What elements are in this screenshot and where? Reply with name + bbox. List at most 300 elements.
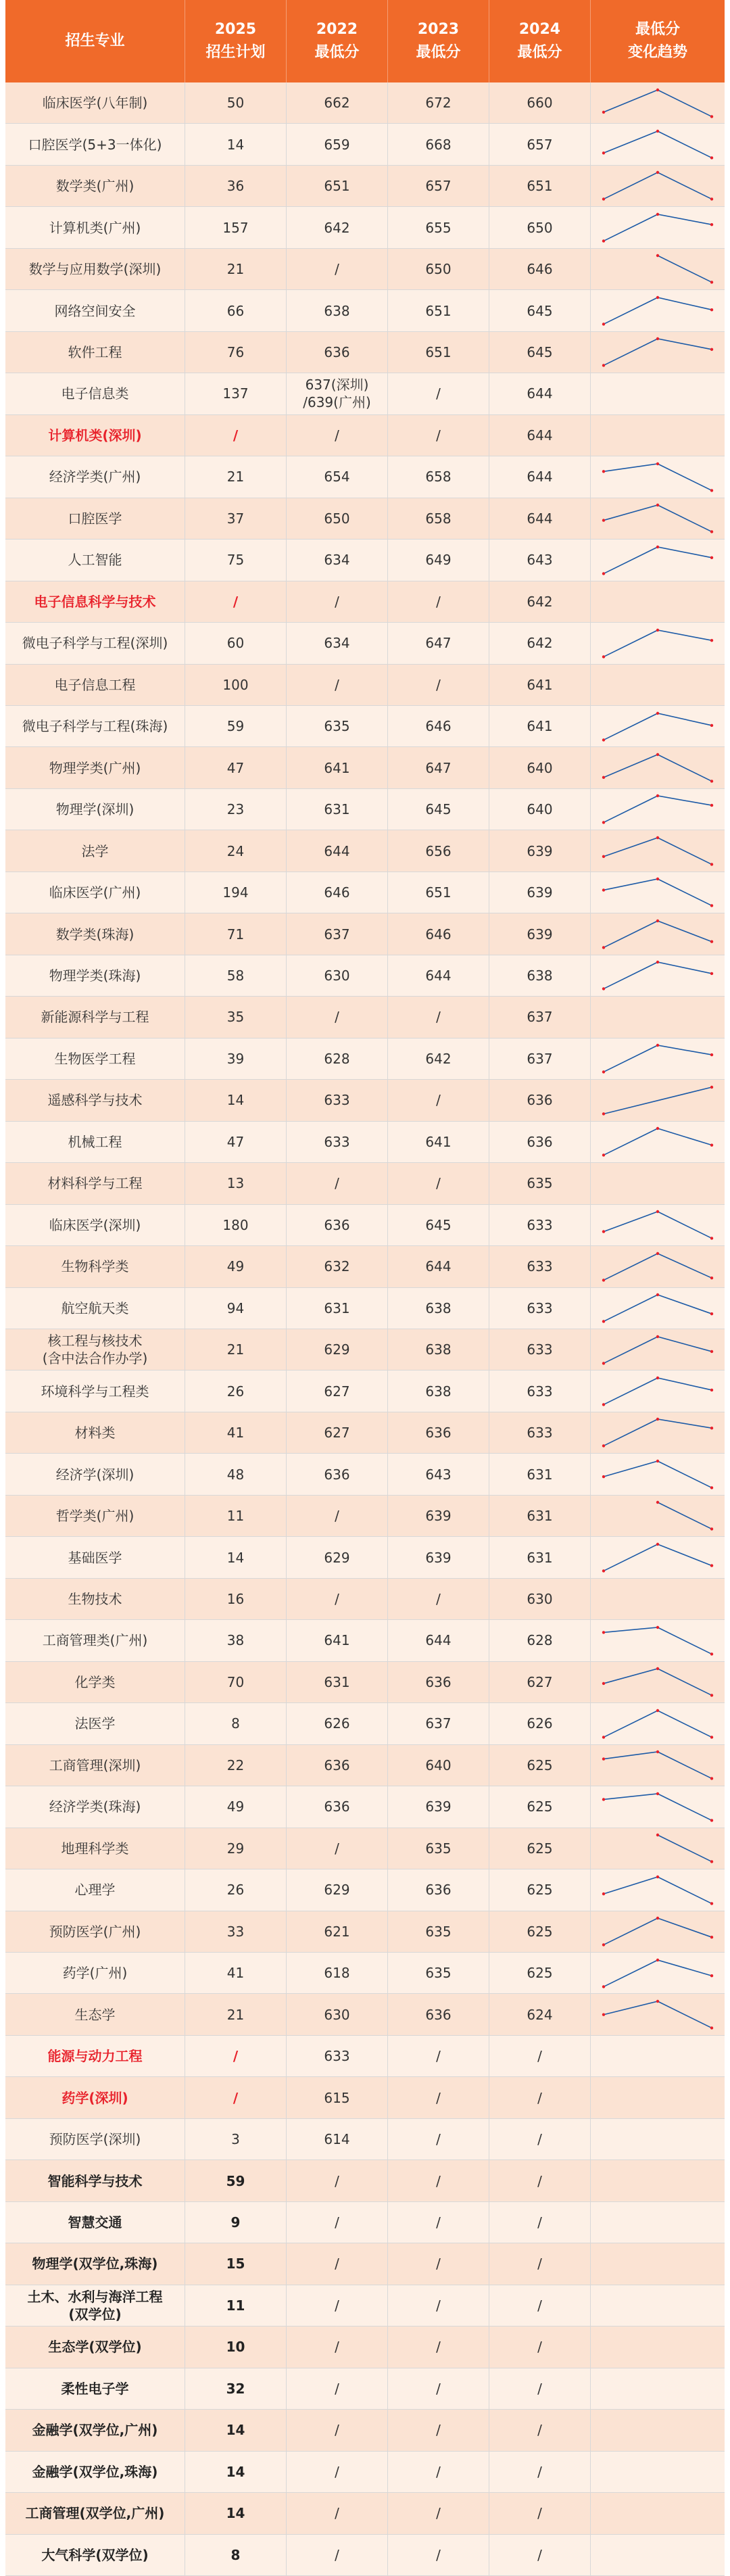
score-2022-cell: 631: [287, 789, 388, 830]
trend-cell: [591, 789, 725, 830]
table-row: [5, 1163, 725, 1204]
trend-cell: [591, 623, 725, 664]
trend-sparkline: [600, 1333, 715, 1366]
header-2024-label: 最低分: [517, 44, 562, 61]
trend-sparkline: [600, 502, 715, 535]
score-2023-cell: 642: [388, 1039, 489, 1080]
trend-cell: [591, 872, 725, 913]
table-row: [5, 1496, 725, 1537]
score-2022-cell: 630: [287, 955, 388, 997]
score-2022-cell: 636: [287, 332, 388, 373]
plan-cell: 23: [185, 789, 287, 830]
score-2024-cell: 625: [489, 1828, 591, 1869]
trend-sparkline: [600, 1084, 715, 1117]
trend-cell: [591, 1662, 725, 1703]
trend-point: [656, 753, 659, 756]
trend-cell: [591, 2327, 725, 2368]
trend-point: [710, 723, 713, 726]
trend-point: [710, 308, 713, 311]
trend-point: [656, 2000, 659, 2003]
score-2022-cell: 627: [287, 1412, 388, 1454]
major-cell: 经济学(深圳): [5, 1454, 185, 1495]
trend-point: [710, 489, 713, 492]
trend-point: [710, 1936, 713, 1938]
trend-point: [602, 776, 605, 779]
trend-cell: [591, 2202, 725, 2243]
trend-point: [656, 1834, 659, 1836]
plan-cell: 29: [185, 1828, 287, 1869]
major-cell: 经济学类(广州): [5, 456, 185, 498]
score-2024-cell: 633: [489, 1370, 591, 1412]
trend-point: [710, 1427, 713, 1429]
score-2023-cell: 644: [388, 1620, 489, 1661]
trend-point: [710, 905, 713, 907]
trend-point: [710, 1736, 713, 1738]
trend-cell: [591, 706, 725, 747]
trend-point: [602, 1682, 605, 1685]
trend-cell: [591, 1163, 725, 1204]
table-row: [5, 665, 725, 706]
score-2023-cell: 645: [388, 789, 489, 830]
score-2023-cell: 636: [388, 1869, 489, 1911]
trend-sparkline: [600, 959, 715, 992]
plan-cell: 38: [185, 1620, 287, 1661]
trend-point: [710, 1974, 713, 1977]
score-2022-cell: 614: [287, 2119, 388, 2160]
score-2022-cell: 629: [287, 1537, 388, 1578]
trend-point: [602, 364, 605, 367]
trend-sparkline: [600, 1998, 715, 2031]
score-2024-cell: 624: [489, 1994, 591, 2035]
score-2024-cell: 631: [489, 1454, 591, 1495]
trend-line: [604, 1752, 712, 1778]
trend-point: [602, 889, 605, 892]
plan-cell: 21: [185, 456, 287, 498]
trend-cell: [591, 249, 725, 290]
plan-cell: 41: [185, 1412, 287, 1454]
score-2023-cell: /: [388, 665, 489, 706]
header-trend-line1: 最低分: [635, 21, 680, 38]
trend-cell: [591, 1080, 725, 1121]
score-2022-cell: 626: [287, 1703, 388, 1744]
table-row: [5, 1537, 725, 1578]
score-2022-cell: /: [287, 2243, 388, 2285]
trend-line: [604, 1627, 712, 1654]
trend-point: [710, 972, 713, 975]
table-row: [5, 249, 725, 290]
score-2023-cell: 647: [388, 747, 489, 788]
trend-point: [656, 794, 659, 797]
trend-point: [656, 1460, 659, 1462]
score-2024-cell: 637: [489, 1039, 591, 1080]
plan-cell: 58: [185, 955, 287, 997]
plan-cell: 16: [185, 1579, 287, 1620]
trend-sparkline: [600, 834, 715, 867]
trend-point: [656, 171, 659, 174]
plan-cell: 24: [185, 830, 287, 872]
score-2022-cell: 621: [287, 1911, 388, 1953]
score-2023-cell: 640: [388, 1745, 489, 1786]
major-cell: 临床医学(八年制): [5, 82, 185, 124]
score-2022-cell: 637(深圳) /639(广州): [287, 373, 388, 414]
trend-cell: [591, 2119, 725, 2160]
plan-cell: 71: [185, 913, 287, 955]
table-row: [5, 124, 725, 165]
trend-point: [710, 804, 713, 807]
score-2023-cell: 658: [388, 456, 489, 498]
score-2023-cell: /: [388, 2493, 489, 2534]
plan-cell: 22: [185, 1745, 287, 1786]
trend-point: [602, 988, 605, 991]
score-2022-cell: 615: [287, 2077, 388, 2118]
trend-point: [710, 2026, 713, 2029]
trend-point: [710, 1312, 713, 1315]
major-cell: 生态学: [5, 1994, 185, 2035]
trend-point: [656, 878, 659, 880]
trend-point: [710, 1564, 713, 1567]
trend-point: [602, 1320, 605, 1322]
trend-cell: [591, 1496, 725, 1537]
trend-sparkline: [600, 1458, 715, 1491]
table-row: [5, 2160, 725, 2201]
trend-cell: [591, 2493, 725, 2534]
score-2023-cell: 651: [388, 332, 489, 373]
trend-cell: [591, 2410, 725, 2451]
major-cell: 生物医学工程: [5, 1039, 185, 1080]
trend-line: [604, 1669, 712, 1695]
score-2024-cell: 660: [489, 82, 591, 124]
trend-point: [710, 1277, 713, 1279]
trend-point: [710, 1085, 713, 1088]
score-2022-cell: 629: [287, 1329, 388, 1370]
major-cell: 生物技术: [5, 1579, 185, 1620]
score-2024-cell: 630: [489, 1579, 591, 1620]
score-2023-cell: 650: [388, 249, 489, 290]
trend-line: [604, 1419, 712, 1446]
trend-cell: [591, 1454, 725, 1495]
trend-point: [710, 1902, 713, 1905]
score-2022-cell: /: [287, 249, 388, 290]
trend-point: [602, 323, 605, 325]
trend-cell: [591, 1786, 725, 1828]
trend-line: [604, 630, 712, 657]
table-row: [5, 1329, 725, 1370]
trend-point: [602, 1631, 605, 1633]
plan-cell: 39: [185, 1039, 287, 1080]
trend-sparkline: [600, 1957, 715, 1990]
score-2022-cell: 644: [287, 830, 388, 872]
trend-cell: [591, 1828, 725, 1869]
score-2024-cell: 645: [489, 290, 591, 331]
score-2023-cell: /: [388, 2410, 489, 2451]
score-2024-cell: /: [489, 2077, 591, 2118]
score-2022-cell: 630: [287, 1994, 388, 2035]
plan-cell: 194: [185, 872, 287, 913]
score-2024-cell: 644: [489, 373, 591, 414]
table-row: [5, 2368, 725, 2410]
plan-cell: 47: [185, 1122, 287, 1163]
score-2022-cell: 659: [287, 124, 388, 165]
score-2024-cell: 633: [489, 1288, 591, 1329]
table-row: [5, 207, 725, 248]
trend-cell: [591, 166, 725, 207]
trend-line: [604, 1378, 712, 1404]
table-row: [5, 1953, 725, 1994]
table-row: [5, 540, 725, 581]
trend-cell: [591, 456, 725, 498]
score-2022-cell: 633: [287, 1122, 388, 1163]
major-cell: 法医学: [5, 1703, 185, 1744]
trend-sparkline: [600, 792, 715, 826]
score-2023-cell: /: [388, 373, 489, 414]
major-cell: 数学类(广州): [5, 166, 185, 207]
trend-cell: [591, 1039, 725, 1080]
plan-cell: 8: [185, 2535, 287, 2576]
trend-cell: [591, 1994, 725, 2035]
table-row: [5, 581, 725, 623]
trend-cell: [591, 830, 725, 872]
trend-sparkline: [600, 252, 715, 285]
trend-cell: [591, 1370, 725, 1412]
major-cell: 柔性电子学: [5, 2368, 185, 2410]
trend-point: [710, 863, 713, 865]
score-2024-cell: /: [489, 2493, 591, 2534]
plan-cell: 14: [185, 1080, 287, 1121]
score-2023-cell: 641: [388, 1122, 489, 1163]
trend-cell: [591, 1953, 725, 1994]
plan-cell: 8: [185, 1703, 287, 1744]
score-2023-cell: 638: [388, 1329, 489, 1370]
score-2023-cell: 636: [388, 1994, 489, 2035]
trend-cell: [591, 665, 725, 706]
score-2022-cell: 650: [287, 498, 388, 540]
score-2024-cell: 633: [489, 1412, 591, 1454]
table-row: [5, 1288, 725, 1329]
trend-point: [710, 1144, 713, 1147]
trend-point: [656, 711, 659, 714]
score-2022-cell: 635: [287, 706, 388, 747]
trend-line: [604, 547, 712, 573]
trend-point: [710, 198, 713, 201]
table-row: [5, 1454, 725, 1495]
score-2022-cell: 632: [287, 1246, 388, 1287]
table-row: [5, 1620, 725, 1661]
trend-sparkline: [600, 1541, 715, 1574]
trend-cell: [591, 1537, 725, 1578]
table-row: [5, 456, 725, 498]
major-cell: 材料科学与工程: [5, 1163, 185, 1204]
trend-cell: [591, 2243, 725, 2285]
major-cell: 土木、水利与海洋工程 (双学位): [5, 2285, 185, 2327]
trend-sparkline: [600, 1208, 715, 1241]
score-2023-cell: /: [388, 997, 489, 1038]
plan-cell: 26: [185, 1869, 287, 1911]
trend-point: [710, 115, 713, 118]
table-row: [5, 166, 725, 207]
score-2024-cell: 633: [489, 1205, 591, 1246]
trend-cell: [591, 1620, 725, 1661]
trend-point: [656, 628, 659, 631]
table-row: [5, 1786, 725, 1828]
score-2024-cell: 625: [489, 1745, 591, 1786]
score-2023-cell: 643: [388, 1454, 489, 1495]
table-row: [5, 623, 725, 664]
score-2023-cell: /: [388, 2160, 489, 2201]
score-2024-cell: /: [489, 2368, 591, 2410]
trend-point: [710, 1486, 713, 1489]
score-2022-cell: 628: [287, 1039, 388, 1080]
plan-cell: 14: [185, 2493, 287, 2534]
trend-point: [602, 1230, 605, 1233]
major-cell: 药学(深圳): [5, 2077, 185, 2118]
header-2022-label: 最低分: [314, 44, 360, 61]
trend-line: [604, 1711, 712, 1737]
score-2024-cell: 636: [489, 1080, 591, 1121]
table-row: [5, 913, 725, 955]
trend-point: [656, 213, 659, 216]
major-cell: 电子信息类: [5, 373, 185, 414]
trend-sparkline: [600, 211, 715, 244]
header-major: [5, 0, 185, 82]
plan-cell: 26: [185, 1370, 287, 1412]
table-row: [5, 2036, 725, 2077]
score-2022-cell: 636: [287, 1745, 388, 1786]
trend-point: [602, 1892, 605, 1894]
trend-point: [656, 1958, 659, 1961]
plan-cell: 75: [185, 540, 287, 581]
trend-line: [604, 1877, 712, 1903]
major-cell: 工商管理类(广州): [5, 1620, 185, 1661]
score-2022-cell: /: [287, 1163, 388, 1204]
trend-cell: [591, 581, 725, 623]
score-2022-cell: /: [287, 2410, 388, 2451]
trend-cell: [591, 1246, 725, 1287]
trend-point: [656, 296, 659, 299]
score-2022-cell: /: [287, 2285, 388, 2327]
trend-point: [656, 1501, 659, 1504]
major-cell: 地理科学类: [5, 1828, 185, 1869]
table-row: [5, 955, 725, 997]
plan-cell: 100: [185, 665, 287, 706]
trend-point: [710, 1819, 713, 1821]
trend-point: [656, 1626, 659, 1629]
trend-point: [656, 1667, 659, 1670]
plan-cell: 76: [185, 332, 287, 373]
trend-point: [656, 504, 659, 506]
score-2022-cell: 641: [287, 747, 388, 788]
trend-line: [604, 1918, 712, 1945]
major-cell: 化学类: [5, 1662, 185, 1703]
trend-cell: [591, 1205, 725, 1246]
score-2024-cell: 633: [489, 1329, 591, 1370]
trend-point: [710, 1694, 713, 1696]
score-2024-cell: 641: [489, 706, 591, 747]
score-2023-cell: /: [388, 2535, 489, 2576]
trend-sparkline: [600, 128, 715, 161]
plan-cell: 21: [185, 1994, 287, 2035]
trend-point: [656, 1335, 659, 1337]
major-cell: 智能科学与技术: [5, 2160, 185, 2201]
trend-cell: [591, 1329, 725, 1370]
major-cell: 金融学(双学位,广州): [5, 2410, 185, 2451]
score-2022-cell: 629: [287, 1869, 388, 1911]
trend-point: [602, 470, 605, 473]
score-2023-cell: 668: [388, 124, 489, 165]
table-row: [5, 332, 725, 373]
admission-score-table: [5, 0, 725, 2576]
score-2022-cell: 633: [287, 1080, 388, 1121]
score-2024-cell: 641: [489, 665, 591, 706]
trend-point: [656, 1543, 659, 1546]
score-2022-cell: 646: [287, 872, 388, 913]
trend-cell: [591, 498, 725, 540]
major-cell: 大气科学(双学位): [5, 2535, 185, 2576]
trend-point: [710, 530, 713, 533]
major-cell: 心理学: [5, 1869, 185, 1911]
score-2024-cell: 645: [489, 332, 591, 373]
plan-cell: /: [185, 581, 287, 623]
trend-point: [710, 1860, 713, 1863]
table-row: [5, 1246, 725, 1287]
table-row: [5, 2243, 725, 2285]
trend-sparkline: [600, 1125, 715, 1158]
trend-line: [604, 1212, 712, 1238]
trend-point: [710, 940, 713, 943]
score-2024-cell: 642: [489, 623, 591, 664]
trend-point: [602, 519, 605, 522]
table-row: [5, 1662, 725, 1703]
score-2024-cell: /: [489, 2410, 591, 2451]
trend-point: [602, 1362, 605, 1364]
table-row: [5, 498, 725, 540]
plan-cell: 10: [185, 2327, 287, 2368]
trend-cell: [591, 1122, 725, 1163]
trend-point: [656, 1210, 659, 1213]
score-2023-cell: 636: [388, 1662, 489, 1703]
plan-cell: 3: [185, 2119, 287, 2160]
trend-cell: [591, 1412, 725, 1454]
header-major-label: 招生专业: [65, 32, 125, 49]
plan-cell: 180: [185, 1205, 287, 1246]
table-row: [5, 2493, 725, 2534]
score-2023-cell: /: [388, 1080, 489, 1121]
trend-point: [656, 1917, 659, 1919]
plan-cell: 33: [185, 1911, 287, 1953]
score-2024-cell: /: [489, 2452, 591, 2493]
score-2022-cell: 662: [287, 82, 388, 124]
trend-point: [602, 110, 605, 113]
score-2023-cell: 649: [388, 540, 489, 581]
score-2022-cell: /: [287, 2535, 388, 2576]
trend-sparkline: [600, 1375, 715, 1408]
major-cell: 金融学(双学位,珠海): [5, 2452, 185, 2493]
score-2024-cell: 625: [489, 1786, 591, 1828]
trend-point: [602, 855, 605, 858]
score-2023-cell: /: [388, 1163, 489, 1204]
score-2024-cell: 627: [489, 1662, 591, 1703]
score-2023-cell: 645: [388, 1205, 489, 1246]
score-2022-cell: /: [287, 2452, 388, 2493]
score-2022-cell: /: [287, 1579, 388, 1620]
trend-line: [604, 1461, 712, 1487]
score-2022-cell: 618: [287, 1953, 388, 1994]
trend-point: [602, 198, 605, 201]
plan-cell: 70: [185, 1662, 287, 1703]
score-2022-cell: /: [287, 2368, 388, 2410]
trend-sparkline: [600, 294, 715, 327]
score-2023-cell: 657: [388, 166, 489, 207]
plan-cell: 49: [185, 1246, 287, 1287]
